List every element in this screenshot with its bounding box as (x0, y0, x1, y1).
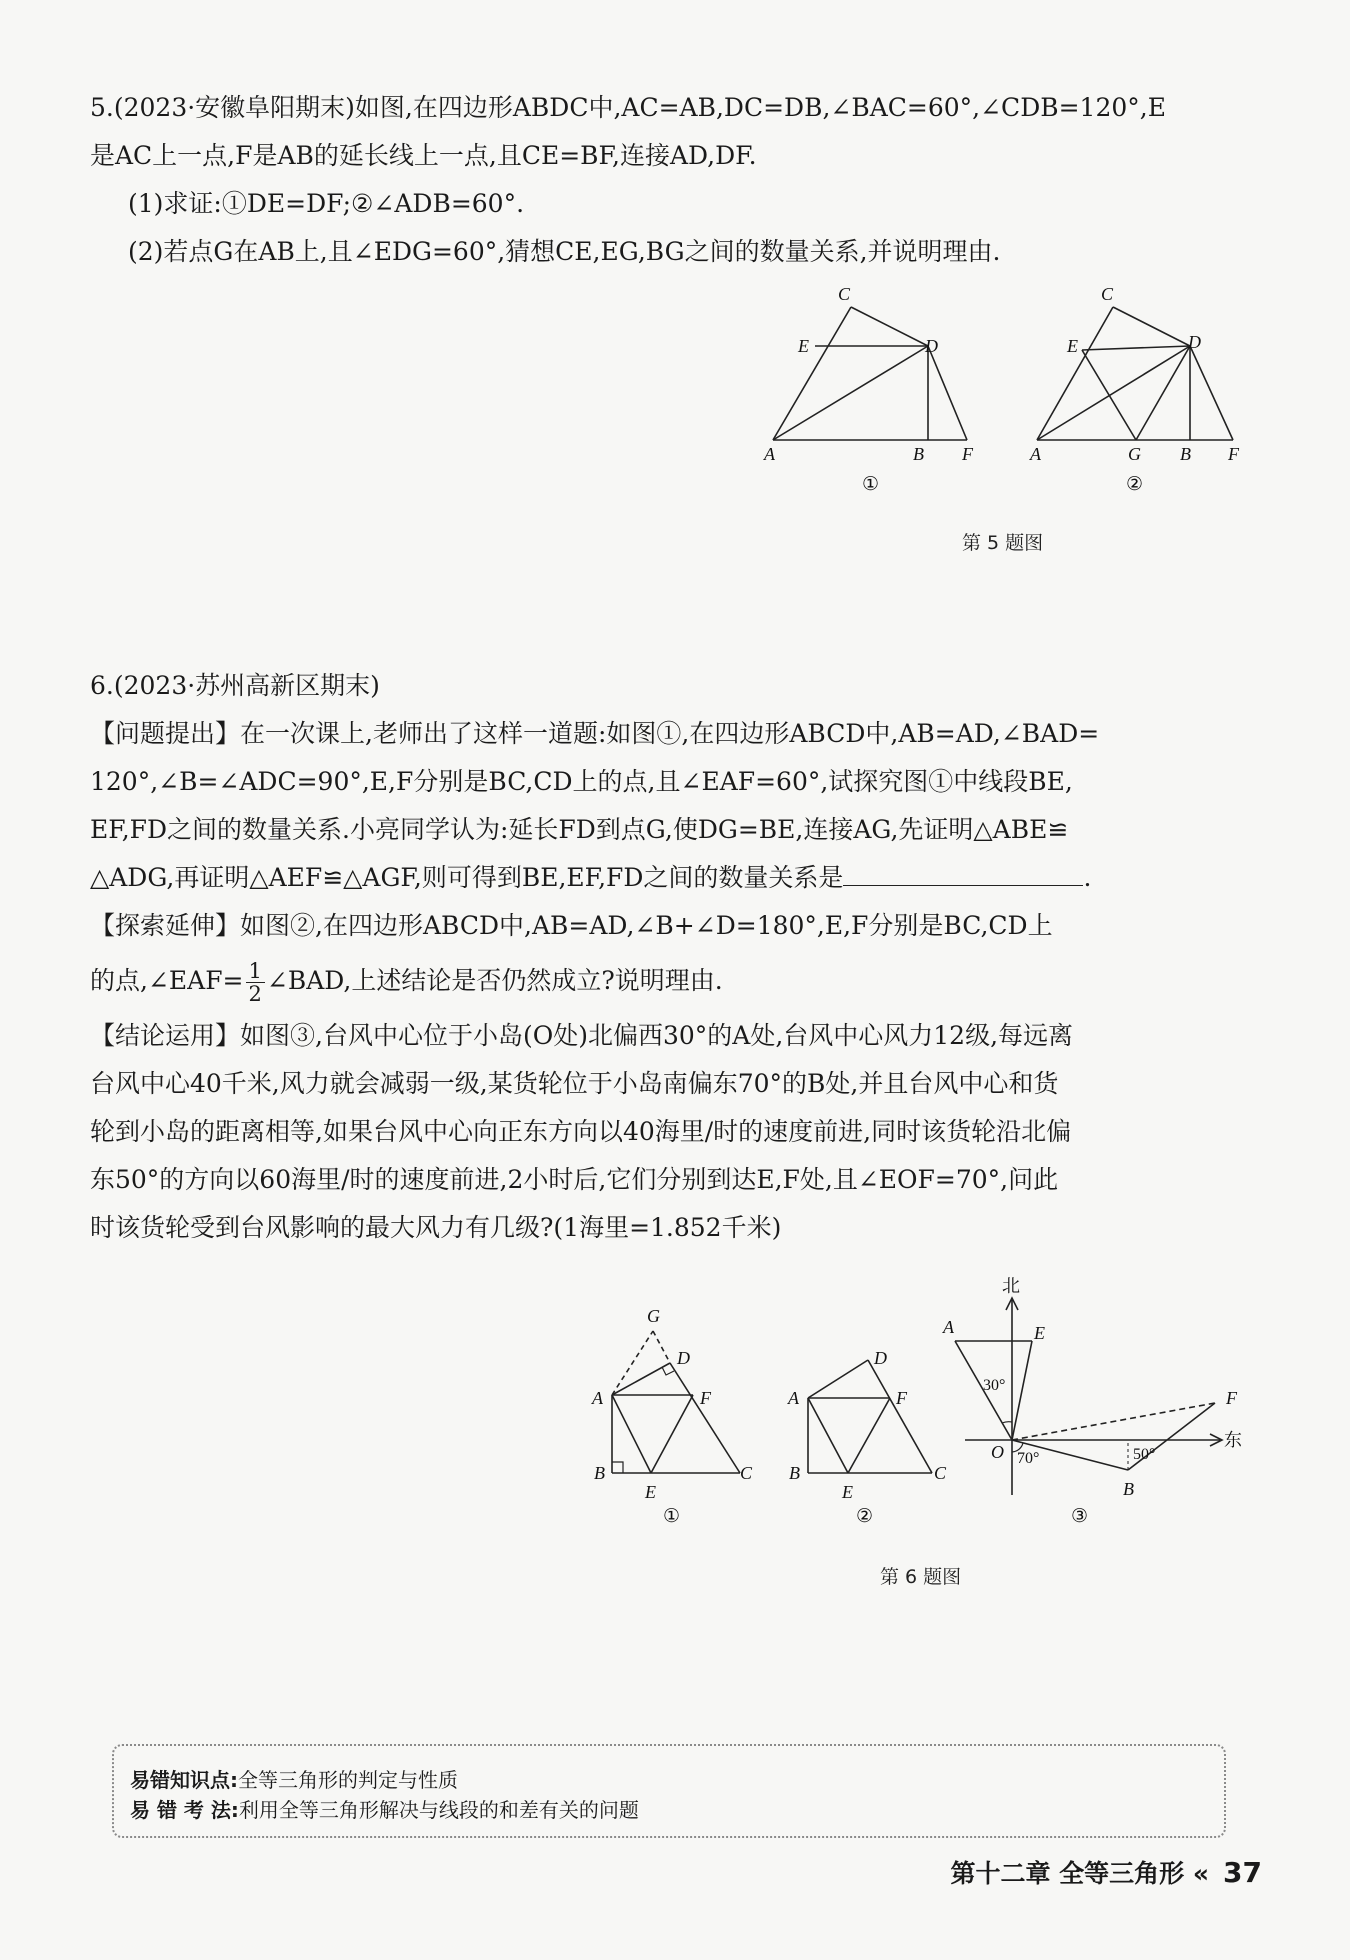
q5-fig2-label-a: A (1030, 444, 1041, 464)
q5-fig2-label-g: G (1128, 444, 1141, 464)
q6-figure-1 (612, 1331, 740, 1473)
q6-figure-3 (955, 1298, 1222, 1495)
q5-fig2-label-c: C (1101, 284, 1114, 304)
q5-line: 是AC上一点,F是AB的延长线上一点,且CE=BF,连接AD,DF. (90, 141, 757, 170)
q6-line: 【探索延伸】如图②,在四边形ABCD中,AB=AD,∠B+∠D=180°,E,F分别是BC,CD上 (90, 911, 1053, 940)
note-text-method: 利用全等三角形解决与线段的和差有关的问题 (238, 1798, 639, 1822)
q6-line: 时该货轮受到台风影响的最大风力有几级?(1海里=1.852千米) (90, 1213, 782, 1242)
chapter-title: 第十二章 全等三角形 « (950, 1859, 1210, 1888)
q6-fig2-label-d: D (874, 1348, 887, 1368)
q6-fig3-label-e: E (1034, 1323, 1045, 1343)
q5-fig2-label-e: E (1067, 336, 1078, 356)
note-text-knowledge: 全等三角形的判定与性质 (238, 1768, 458, 1792)
angle-70-label: 70° (1017, 1450, 1040, 1467)
q6-line7-end: ∠BAD,上述结论是否仍然成立?说明理由. (266, 966, 723, 995)
q6-line7-start: 的点,∠EAF= (90, 966, 244, 995)
fraction-denominator: 2 (248, 982, 262, 1006)
q6-figure-2 (808, 1360, 932, 1473)
q5-fig1-caption: ① (862, 474, 880, 495)
q6-line: 轮到小岛的距离相等,如果台风中心向正东方向以40海里/时的速度前进,同时该货轮沿北偏 (90, 1117, 1072, 1146)
q6-fig1-label-f: F (700, 1388, 711, 1408)
q6-fig1-label-c: C (740, 1463, 753, 1483)
q5-fig1-label-f: F (962, 444, 973, 464)
q6-fig2-label-c: C (934, 1463, 947, 1483)
note-label-knowledge: 易错知识点: (130, 1768, 238, 1792)
q6-header: 6.(2023·苏州高新区期末) (90, 671, 380, 700)
q6-line5-text: △ADG,再证明△AEF≌△AGF,则可得到BE,EF,FD之间的数量关系是 (90, 863, 844, 892)
east-label: 东 (1224, 1430, 1242, 1451)
error-prone-note-box (112, 1744, 1226, 1838)
q6-fig3-label-b: B (1123, 1479, 1134, 1499)
q6-fig2-label-f: F (896, 1388, 907, 1408)
fraction-numerator: 1 (246, 960, 265, 983)
q6-fig3-label-o: O (991, 1442, 1004, 1462)
north-label: 北 (1002, 1276, 1020, 1297)
q6-line: 【问题提出】在一次课上,老师出了这样一道题:如图①,在四边形ABCD中,AB=AD,∠BAD= (90, 719, 1100, 748)
q6-line: 东50°的方向以60海里/时的速度前进,2小时后,它们分别到达E,F处,且∠EOF=70°,问此 (90, 1165, 1059, 1194)
q6-fig3-label-f: F (1226, 1388, 1237, 1408)
note-line-1 (130, 1764, 458, 1793)
q6-fig1-label-e: E (645, 1482, 656, 1502)
q6-line: EF,FD之间的数量关系.小亮同学认为:延长FD到点G,使DG=BE,连接AG,先证明△ABE≌ (90, 815, 1069, 844)
q6-fig1-label-a: A (592, 1388, 603, 1408)
note-line-2 (130, 1794, 639, 1823)
q5-fig1-label-d: D (925, 336, 938, 356)
q6-fig1-label-g: G (647, 1306, 660, 1326)
q5-fig1-label-e: E (798, 336, 809, 356)
q5-fig1-label-c: C (838, 284, 851, 304)
q6-fig2-label-e: E (842, 1482, 853, 1502)
q5-figure-caption: 第 5 题图 (962, 532, 1044, 554)
page-footer (950, 1854, 1262, 1890)
q6-fig3-label-a: A (943, 1317, 954, 1337)
q5-fig2-label-d: D (1188, 332, 1201, 352)
q6-line: 【结论运用】如图③,台风中心位于小岛(O处)北偏西30°的A处,台风中心风力12级,每远离 (90, 1021, 1074, 1050)
q6-line: 120°,∠B=∠ADC=90°,E,F分别是BC,CD上的点,且∠EAF=60°,试探究图①中线段BE, (90, 767, 1073, 796)
q6-line5-end: . (1083, 863, 1092, 892)
q6-fig2-label-b: B (789, 1463, 800, 1483)
q5-part1: (1)求证:①DE=DF;②∠ADB=60°. (128, 189, 525, 218)
q6-line: 台风中心40千米,风力就会减弱一级,某货轮位于小岛南偏东70°的B处,并且台风中心和货 (90, 1069, 1059, 1098)
q6-fig1-label-b: B (594, 1463, 605, 1483)
q5-fig2-caption: ② (1126, 474, 1144, 495)
q5-fig1-label-a: A (764, 444, 775, 464)
angle-50-label: 50° (1133, 1446, 1156, 1463)
q5-part2: (2)若点G在AB上,且∠EDG=60°,猜想CE,EG,BG之间的数量关系,并说明理由. (128, 237, 1001, 266)
page-number: 37 (1223, 1856, 1262, 1889)
q6-fig2-caption: ② (856, 1506, 874, 1527)
q6-figure-caption: 第 6 题图 (880, 1566, 962, 1588)
note-label-method: 易 错 考 法: (130, 1798, 239, 1822)
q6-fig1-label-d: D (677, 1348, 690, 1368)
q5-fig2-label-f: F (1228, 444, 1239, 464)
q6-fig3-caption: ③ (1071, 1506, 1089, 1527)
q5-fig1-label-b: B (913, 444, 924, 464)
q6-fig2-label-a: A (788, 1388, 799, 1408)
q5-line: 5.(2023·安徽阜阳期末)如图,在四边形ABDC中,AC=AB,DC=DB,∠BAC=60°,∠CDB=120°,E (90, 93, 1166, 122)
q6-fig1-caption: ① (663, 1506, 681, 1527)
angle-30-label: 30° (983, 1377, 1006, 1394)
q5-fig2-label-b: B (1180, 444, 1191, 464)
